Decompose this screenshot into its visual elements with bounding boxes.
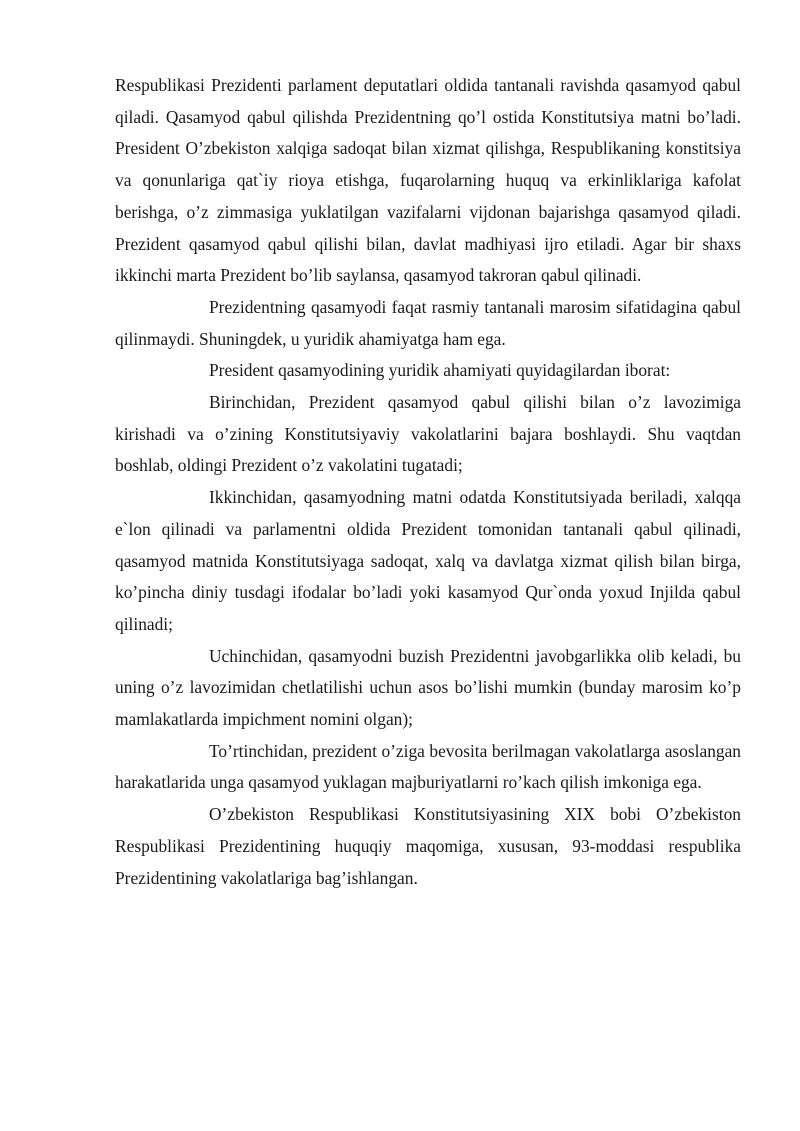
paragraph-2: Prezidentning qasamyodi faqat rasmiy tantanali marosim sifatidagina qabul qilinmaydi. Shuningdek, u yuridik ahamiyatga ham ega. bbox=[115, 296, 741, 349]
paragraph-8: O’zbekiston Respublikasi Konstitutsiyasining XIX bobi O’zbekiston Respublikasi Prezidentining huquqiy maqomiga, xususan, 93-moddasi respublika Prezidentining vakolatlariga bag’ishlangan. bbox=[115, 804, 741, 888]
paragraph-1: Respublikasi Prezidenti parlament deputatlari oldida tantanali ravishda qasamyod qabul qiladi. Qasamyod qabul qilishda Prezidentning qo’l ostida Konstitutsiya matni bo’ladi. President O’zbekiston xalqiga sadoqat bilan xizmat qilishga, Respublikaning konstitsiya va qonunlariga qat`iy rioya etishga, fuqarolarning huquq va erkinliklariga kafolat berishga, o’z zimmasiga yuklatilgan vazifalarni vijdonan bajarishga qasamyod qiladi. Prezident qasamyod qabul qilishi bilan, davlat madhiyasi ijro etiladi. Agar bir shaxs ikkinchi marta Prezident bo’lib saylansa, qasamyod takroran qabul qilinadi. bbox=[115, 75, 741, 286]
paragraph-3: President qasamyodining yuridik ahamiyati quyidagilardan iborat: bbox=[209, 360, 671, 381]
paragraph-7: To’rtinchidan, prezident o’ziga bevosita berilmagan vakolatlarga asoslangan harakatlarida unga qasamyod yuklagan majburiyatlarni ro’kach qilish imkoniga ega. bbox=[115, 740, 741, 793]
paragraph-6: Uchinchidan, qasamyodni buzish Prezidentni javobgarlikka olib keladi, bu uning o’z lavozimidan chetlatilishi uchun asos bo’lishi mumkin (bunday marosim ko’p mamlakatlarda impichment nomini olgan); bbox=[115, 645, 741, 730]
paragraph-4: Birinchidan, Prezident qasamyod qabul qilishi bilan o’z lavozimiga kirishadi va o’zining Konstitutsiyaviy vakolatlarini bajara boshlaydi. Shu vaqtdan boshlab, oldingi Prezident o’z vakolatini tugatadi; bbox=[115, 392, 741, 476]
paragraph-5: Ikkinchidan, qasamyodning matni odatda Konstitutsiyada beriladi, xalqqa e`lon qilinadi va parlamentni oldida Prezident tomonidan tantanali qabul qilinadi, qasamyod matnida Konstitutsiyaga sadoqat, xalq va davlatga xizmat qilish bilan birga, ko’pincha diniy tusdagi ifodalar bo’ladi yoki kasamyod Qur`onda yoxud Injilda qabul qilinadi; bbox=[115, 487, 741, 634]
body-text bbox=[115, 70, 741, 894]
